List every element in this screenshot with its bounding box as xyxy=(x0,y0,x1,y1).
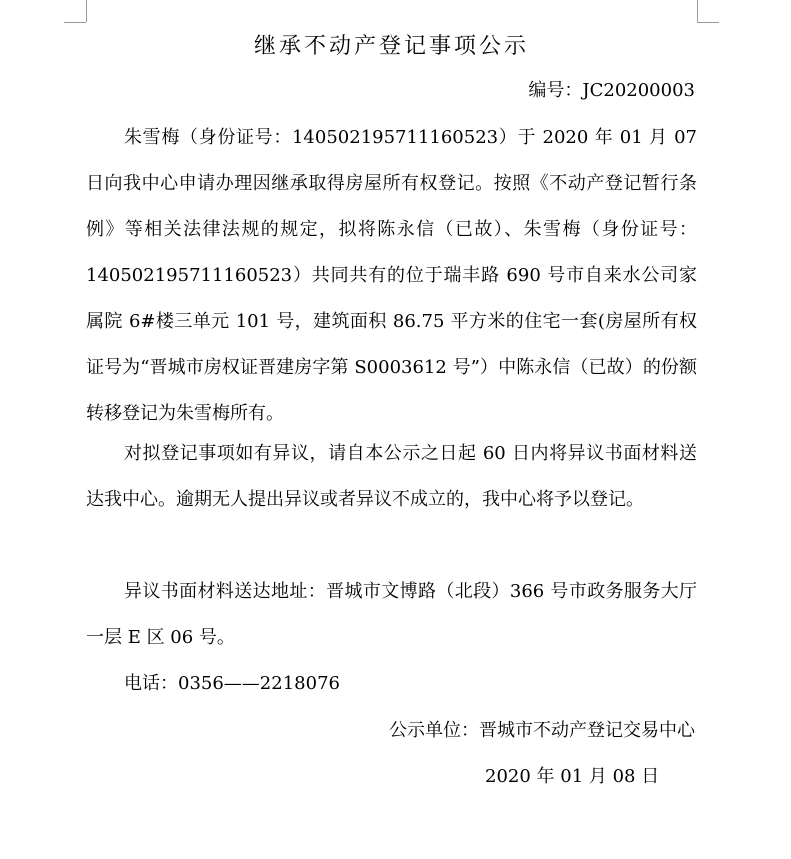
document-number: 编号：JC20200003 xyxy=(528,80,695,101)
crop-mark-top-left-vertical xyxy=(86,0,87,22)
paragraph-application: 朱雪梅（身份证号：140502195711160523）于 2020 年 01 月 07 日向我中心申请办理因继承取得房屋所有权登记。按照《不动产登记暂行条例》等相关法律法规的规定，拟将陈永信（已故）、朱雪梅（身份证号：140502195711160523）共同共有的位于瑞丰路 690 号市自来水公司家属院 6#楼三单元 101 号，建筑面积 86.75 平方米的住宅一套(房屋所有权证号为“晋城市房权证晋建房字第 S0003612 号”）中陈永信（已故）的份额转移登记为朱雪梅所有。 xyxy=(86,127,697,424)
crop-mark-top-left-horizontal xyxy=(64,22,86,23)
paragraph-objection: 对拟登记事项如有异议，请自本公示之日起 60 日内将异议书面材料送达我中心。逾期无人提出异议或者异议不成立的，我中心将予以登记。 xyxy=(86,443,697,510)
document-title: 继承不动产登记事项公示 xyxy=(253,34,529,59)
issue-date: 2020 年 01 月 08 日 xyxy=(485,766,660,787)
crop-mark-top-right-vertical xyxy=(697,0,698,22)
paragraph-address: 异议书面材料送达地址：晋城市文博路（北段）366 号市政务服务大厅一层 E 区 06 号。 xyxy=(86,581,697,648)
issuer-signature: 公示单位：晋城市不动产登记交易中心 xyxy=(389,720,695,741)
crop-mark-top-right-horizontal xyxy=(697,22,719,23)
paragraph-phone: 电话：0356——2218076 xyxy=(124,673,340,694)
